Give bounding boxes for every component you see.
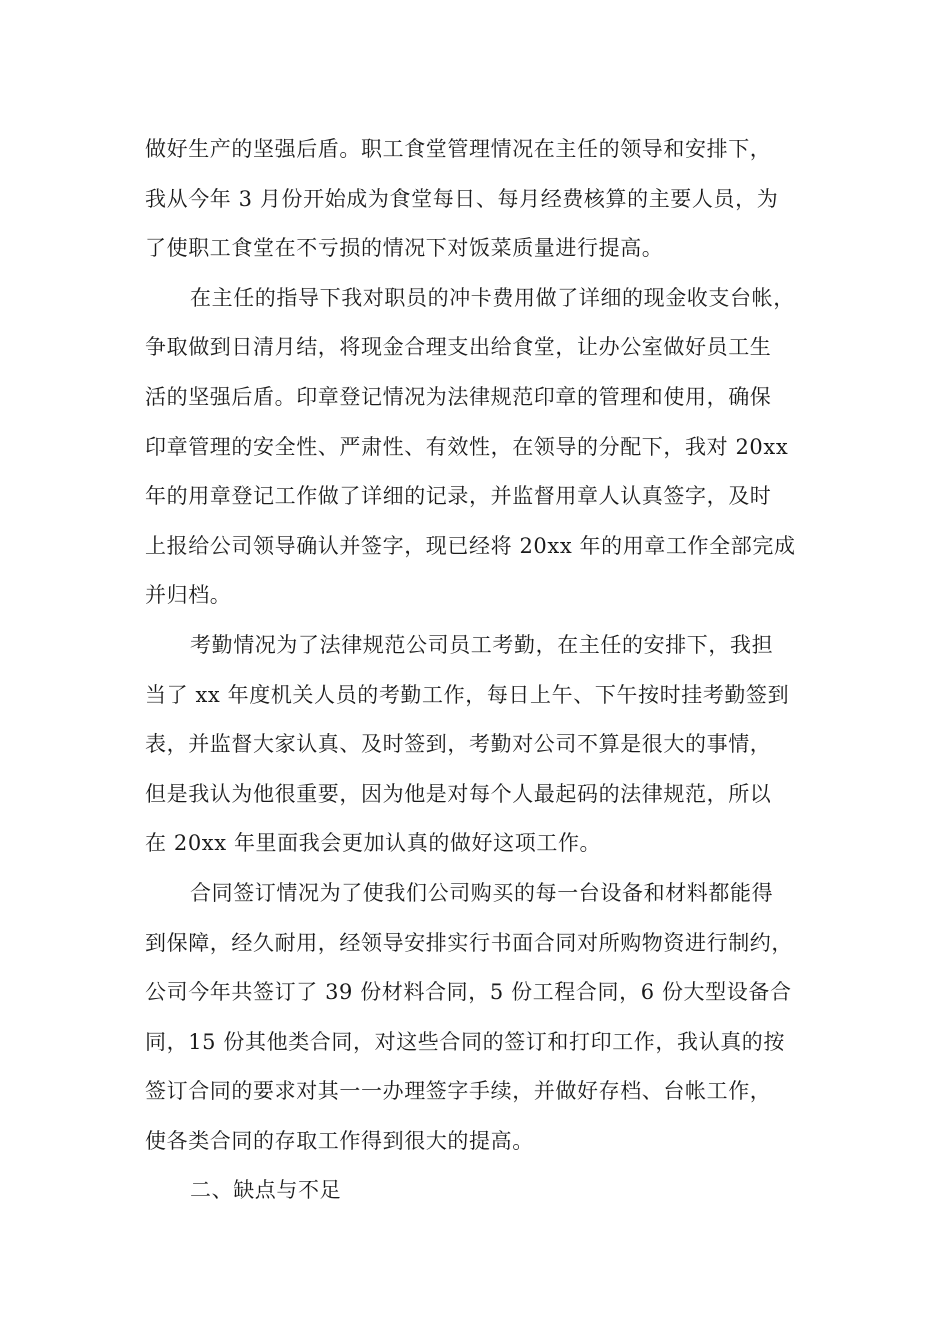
text-line: 考勤情况为了法律规范公司员工考勤，在主任的安排下，我担 [190,632,774,657]
text-line: 签订合同的要求对其一一办理签字手续，并做好存档、台帐工作， [145,1079,772,1104]
text-line: 同，15 份其他类合同，对这些合同的签订和打印工作，我认真的按 [145,1029,785,1054]
text-line: 在 20xx 年里面我会更加认真的做好这项工作。 [145,831,602,856]
text-line: 争取做到日清月结，将现金合理支出给食堂，让办公室做好员工生 [145,335,772,360]
text-line: 到保障，经久耐用，经领导安排实行书面合同对所购物资进行制约， [145,930,793,955]
text-line: 做好生产的坚强后盾。职工食堂管理情况在主任的领导和安排下， [145,137,772,161]
paragraph-1 [145,125,845,274]
paragraph-2 [145,274,845,621]
text-line: 在主任的指导下我对职员的冲卡费用做了详细的现金收支台帐， [190,285,795,310]
text-line: 我从今年 3 月份开始成为食堂每日、每月经费核算的主要人员，为 [145,186,779,211]
section-heading-text: 二、缺点与不足 [190,1178,342,1203]
text-line: 上报给公司领导确认并签字，现已经将 20xx 年的用章工作全部完成 [145,533,796,558]
paragraph-3 [145,621,845,869]
text-line: 但是我认为他很重要，因为他是对每个人最起码的法律规范，所以 [145,781,772,806]
text-line: 年的用章登记工作做了详细的记录，并监督用章人认真签字，及时 [145,484,772,509]
paragraph-4 [145,869,845,1167]
text-line: 了使职工食堂在不亏损的情况下对饭菜质量进行提高。 [145,236,664,261]
text-line: 活的坚强后盾。印章登记情况为法律规范印章的管理和使用，确保 [145,384,772,409]
text-line: 合同签订情况为了使我们公司购买的每一台设备和材料都能得 [190,880,774,905]
text-line: 表，并监督大家认真、及时签到，考勤对公司不算是很大的事情， [145,732,772,757]
text-line: 公司今年共签订了 39 份材料合同，5 份工程合同，6 份大型设备合 [145,980,792,1005]
section-heading [145,1166,845,1216]
text-line: 印章管理的安全性、严肃性、有效性，在领导的分配下，我对 20xx [145,434,789,459]
text-line: 并归档。 [145,583,232,608]
text-line: 使各类合同的存取工作得到很大的提高。 [145,1128,534,1153]
text-line: 当了 xx 年度机关人员的考勤工作，每日上午、下午按时挂考勤签到 [145,682,790,707]
document-body [145,125,845,1216]
